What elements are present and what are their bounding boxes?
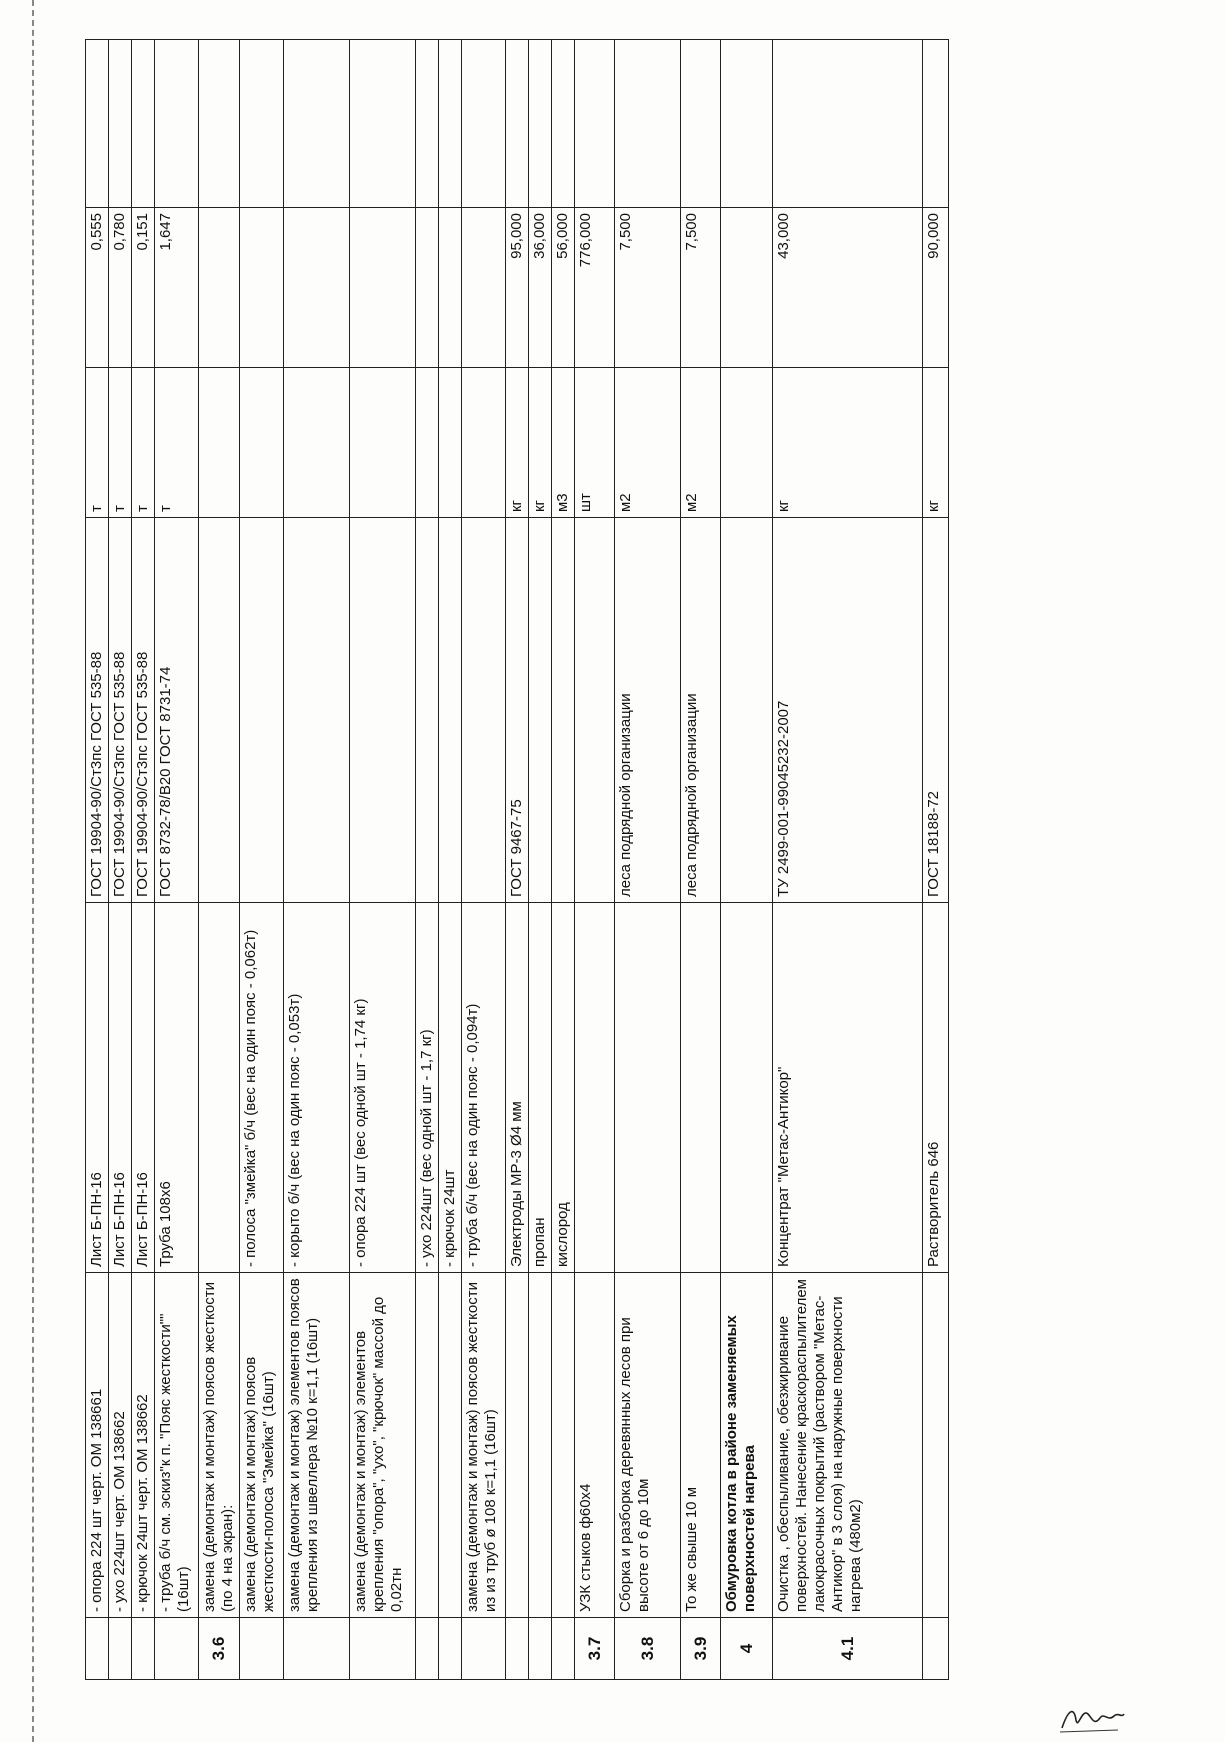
row-number: 3.6 xyxy=(199,1618,240,1680)
work-description: Сборка и разборка деревянных лесов при высоте от 6 до 10м xyxy=(615,1273,681,1618)
row-number xyxy=(240,1618,284,1680)
quantity xyxy=(350,208,416,368)
row-number xyxy=(132,1618,155,1680)
quantity xyxy=(462,208,506,368)
row-number: 3.9 xyxy=(681,1618,721,1680)
unit: м2 xyxy=(615,368,681,518)
unit: м3 xyxy=(552,368,575,518)
unit: кг xyxy=(773,368,923,518)
gost-standard: ГОСТ 9467-75 xyxy=(506,518,529,903)
quantity: 1,647 xyxy=(155,208,199,368)
work-description: замена (демонтаж и монтаж) поясов жесткости-полоса "Змейка" (16шт) xyxy=(240,1273,284,1618)
table-row xyxy=(199,40,240,1680)
material-name: Растворитель 646 xyxy=(923,903,949,1273)
work-description xyxy=(923,1273,949,1618)
quantity: 7,500 xyxy=(681,208,721,368)
table-row xyxy=(923,40,949,1680)
material-name: Концентрат "Метас-Антикор" xyxy=(773,903,923,1273)
empty-cell xyxy=(773,40,923,208)
material-name: - ухо 224шт (вес одной шт - 1,7 кг) xyxy=(416,903,439,1273)
unit xyxy=(284,368,350,518)
material-name xyxy=(615,903,681,1273)
binding-dashed-line xyxy=(32,0,34,1742)
table-row xyxy=(109,40,132,1680)
empty-cell xyxy=(506,40,529,208)
gost-standard xyxy=(439,518,462,903)
unit xyxy=(240,368,284,518)
table-row xyxy=(506,40,529,1680)
material-name: - полоса "змейка" б/ч (вес на один пояс - 0,062т) xyxy=(240,903,284,1273)
unit: кг xyxy=(923,368,949,518)
gost-standard xyxy=(462,518,506,903)
row-number xyxy=(529,1618,552,1680)
quantity: 776,000 xyxy=(575,208,615,368)
material-name: пропан xyxy=(529,903,552,1273)
row-number xyxy=(923,1618,949,1680)
empty-cell xyxy=(132,40,155,208)
gost-standard xyxy=(552,518,575,903)
table-row xyxy=(721,40,773,1680)
gost-standard: ТУ 2499-001-99045232-2007 xyxy=(773,518,923,903)
unit xyxy=(416,368,439,518)
table-row xyxy=(462,40,506,1680)
material-name: Лист Б-ПН-16 xyxy=(109,903,132,1273)
work-description: Обмуровка котла в районе заменяемых поверхностей нагрева xyxy=(721,1273,773,1618)
table-row xyxy=(552,40,575,1680)
row-number xyxy=(552,1618,575,1680)
quantity: 0,151 xyxy=(132,208,155,368)
empty-cell xyxy=(552,40,575,208)
empty-cell xyxy=(615,40,681,208)
row-number xyxy=(86,1618,109,1680)
row-number: 3.8 xyxy=(615,1618,681,1680)
work-description: - ухо 224шт черт. ОМ 138662 xyxy=(109,1273,132,1618)
gost-standard: леса подрядной организации xyxy=(681,518,721,903)
material-name xyxy=(681,903,721,1273)
unit: кг xyxy=(529,368,552,518)
material-name: Лист Б-ПН-16 xyxy=(132,903,155,1273)
gost-standard: ГОСТ 18188-72 xyxy=(923,518,949,903)
row-number xyxy=(109,1618,132,1680)
row-number: 4 xyxy=(721,1618,773,1680)
unit: кг xyxy=(506,368,529,518)
material-name: - труба б/ч (вес на один пояс - 0,094т) xyxy=(462,903,506,1273)
material-name: Электроды МР-3 Ø4 мм xyxy=(506,903,529,1273)
quantity: 43,000 xyxy=(773,208,923,368)
gost-standard xyxy=(284,518,350,903)
row-number xyxy=(439,1618,462,1680)
table-row xyxy=(416,40,439,1680)
material-name: Труба 108х6 xyxy=(155,903,199,1273)
work-description: То же свыше 10 м xyxy=(681,1273,721,1618)
table-row xyxy=(615,40,681,1680)
work-description: замена (демонтаж и монтаж) элементов поясов крепления из швеллера №10 к=1,1 (16шт) xyxy=(284,1273,350,1618)
unit: т xyxy=(86,368,109,518)
empty-cell xyxy=(439,40,462,208)
quantity: 90,000 xyxy=(923,208,949,368)
unit xyxy=(721,368,773,518)
work-description: замена (демонтаж и монтаж) поясов жесткости (по 4 на экран): xyxy=(199,1273,240,1618)
row-number xyxy=(462,1618,506,1680)
work-description xyxy=(506,1273,529,1618)
gost-standard: ГОСТ 19904-90/Ст3пс ГОСТ 535-88 xyxy=(86,518,109,903)
gost-standard xyxy=(575,518,615,903)
row-number xyxy=(416,1618,439,1680)
work-description xyxy=(552,1273,575,1618)
empty-cell xyxy=(199,40,240,208)
empty-cell xyxy=(462,40,506,208)
unit: шт xyxy=(575,368,615,518)
work-description: Очистка , обеспыливание, обезжиривание поверхностей. Нанесение краскораспылителем лакокрасочных покрытий (раствором "Метас-Антикор" в 3 слоя) на наружные поверхности нагрева (480м2) xyxy=(773,1273,923,1618)
material-name: кислород xyxy=(552,903,575,1273)
rotated-table-container xyxy=(85,40,1175,1680)
gost-standard: леса подрядной организации xyxy=(615,518,681,903)
table-row xyxy=(132,40,155,1680)
empty-cell xyxy=(155,40,199,208)
work-description: УЗК стыков ф60х4 xyxy=(575,1273,615,1618)
unit: т xyxy=(132,368,155,518)
gost-standard xyxy=(721,518,773,903)
gost-standard: ГОСТ 19904-90/Ст3пс ГОСТ 535-88 xyxy=(109,518,132,903)
quantity xyxy=(721,208,773,368)
table-row xyxy=(681,40,721,1680)
work-description: - крючок 24шт черт. ОМ 138662 xyxy=(132,1273,155,1618)
material-name: - опора 224 шт (вес одной шт - 1,74 кг) xyxy=(350,903,416,1273)
table-row xyxy=(155,40,199,1680)
table-row xyxy=(284,40,350,1680)
gost-standard xyxy=(416,518,439,903)
quantity xyxy=(284,208,350,368)
unit: м2 xyxy=(681,368,721,518)
quantity xyxy=(416,208,439,368)
quantity: 36,000 xyxy=(529,208,552,368)
material-name: - корыто б/ч (вес на один пояс - 0,053т) xyxy=(284,903,350,1273)
quantity: 0,780 xyxy=(109,208,132,368)
material-name: - крючок 24шт xyxy=(439,903,462,1273)
empty-cell xyxy=(923,40,949,208)
gost-standard: ГОСТ 8732-78/В20 ГОСТ 8731-74 xyxy=(155,518,199,903)
unit xyxy=(439,368,462,518)
gost-standard xyxy=(240,518,284,903)
table-row xyxy=(86,40,109,1680)
empty-cell xyxy=(681,40,721,208)
empty-cell xyxy=(240,40,284,208)
row-number xyxy=(284,1618,350,1680)
row-number xyxy=(506,1618,529,1680)
handwritten-signature xyxy=(1058,1700,1128,1736)
quantity: 0,555 xyxy=(86,208,109,368)
quantity: 7,500 xyxy=(615,208,681,368)
table-row xyxy=(350,40,416,1680)
gost-standard xyxy=(199,518,240,903)
unit: т xyxy=(109,368,132,518)
quantity xyxy=(199,208,240,368)
row-number: 4.1 xyxy=(773,1618,923,1680)
quantity: 56,000 xyxy=(552,208,575,368)
work-description: - опора 224 шт черт. ОМ 138661 xyxy=(86,1273,109,1618)
empty-cell xyxy=(284,40,350,208)
material-name: Лист Б-ПН-16 xyxy=(86,903,109,1273)
empty-cell xyxy=(109,40,132,208)
work-description: замена (демонтаж и монтаж) поясов жесткости из из труб ø 108 к=1,1 (16шт) xyxy=(462,1273,506,1618)
work-description: - труба б/ч см. эскиз"к п. "Пояс жесткости"" (16шт) xyxy=(155,1273,199,1618)
material-name xyxy=(575,903,615,1273)
unit xyxy=(462,368,506,518)
table-row xyxy=(529,40,552,1680)
gost-standard xyxy=(350,518,416,903)
unit xyxy=(350,368,416,518)
gost-standard: ГОСТ 19904-90/Ст3пс ГОСТ 535-88 xyxy=(132,518,155,903)
gost-standard xyxy=(529,518,552,903)
unit xyxy=(199,368,240,518)
quantity xyxy=(439,208,462,368)
table-row xyxy=(575,40,615,1680)
table-row xyxy=(240,40,284,1680)
table-row xyxy=(439,40,462,1680)
empty-cell xyxy=(86,40,109,208)
material-name xyxy=(721,903,773,1273)
row-number xyxy=(155,1618,199,1680)
empty-cell xyxy=(575,40,615,208)
table-row xyxy=(773,40,923,1680)
row-number xyxy=(350,1618,416,1680)
row-number: 3.7 xyxy=(575,1618,615,1680)
empty-cell xyxy=(416,40,439,208)
work-description xyxy=(529,1273,552,1618)
work-description xyxy=(416,1273,439,1618)
material-name xyxy=(199,903,240,1273)
work-description: замена (демонтаж и монтаж) элементов крепления "опора", "ухо", "крючок" массой до 0,02тн xyxy=(350,1273,416,1618)
work-description xyxy=(439,1273,462,1618)
empty-cell xyxy=(350,40,416,208)
empty-cell xyxy=(721,40,773,208)
materials-table xyxy=(85,39,949,1680)
quantity xyxy=(240,208,284,368)
quantity: 95,000 xyxy=(506,208,529,368)
unit: т xyxy=(155,368,199,518)
empty-cell xyxy=(529,40,552,208)
